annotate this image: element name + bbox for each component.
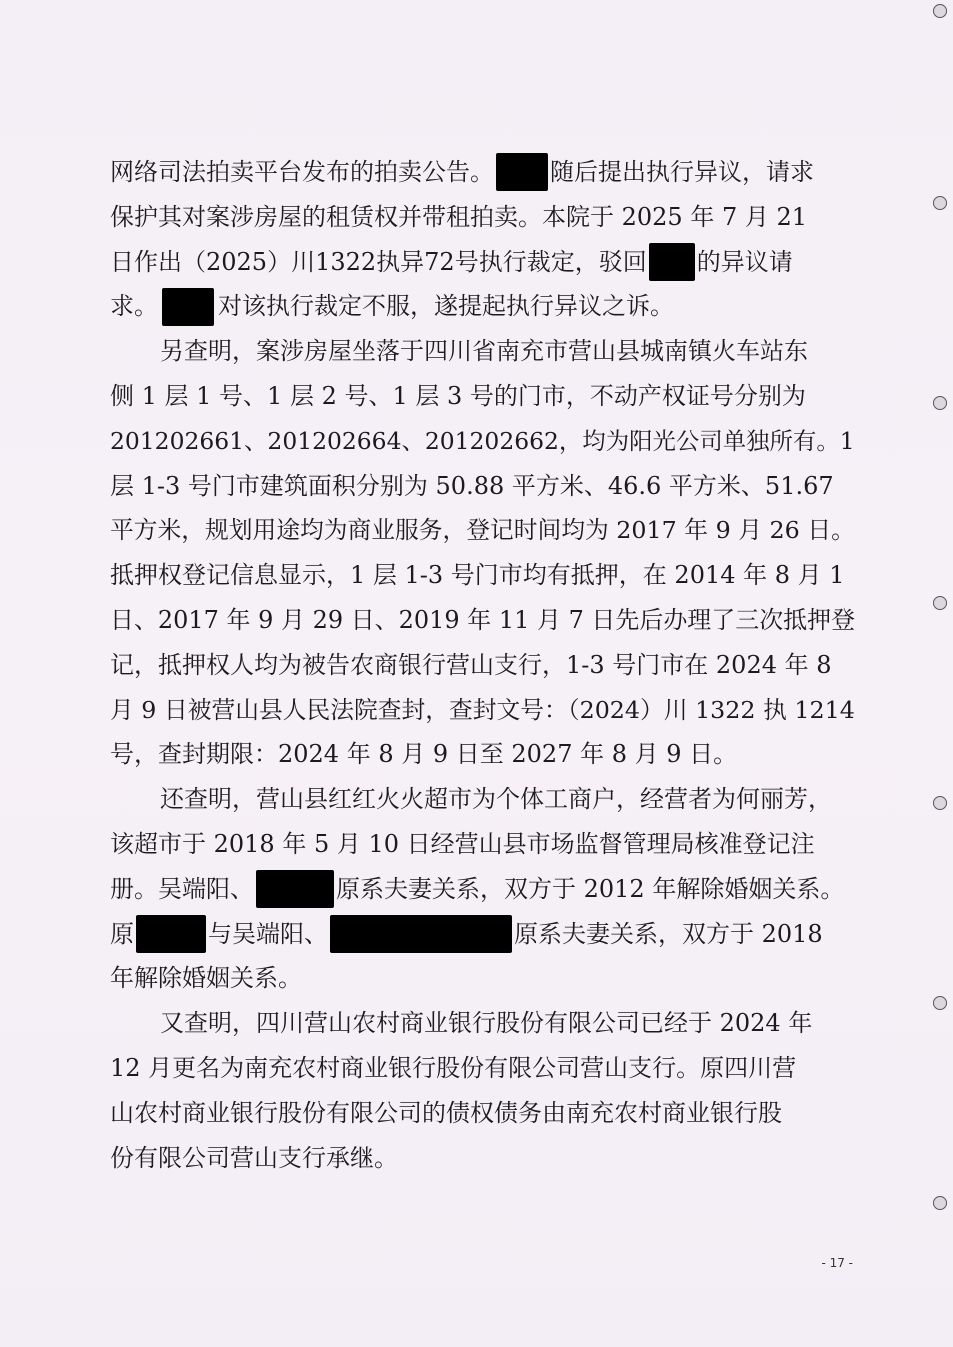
text-line — [110, 1091, 855, 1136]
text-line — [110, 912, 855, 957]
body-text — [110, 150, 855, 1180]
text-line — [110, 732, 855, 777]
text-line — [110, 822, 855, 867]
redaction-block — [649, 243, 695, 281]
binding-hole-icon — [933, 196, 947, 210]
text-segment: 又查明，四川营山农村商业银行股份有限公司已经于 2024 年 — [160, 1009, 813, 1038]
text-segment: 日作出（2025）川1322执异72号执行裁定，驳回 — [110, 247, 647, 276]
text-segment: 201202661、201202664、201202662，均为阳光公司单独所有。1 — [110, 426, 855, 455]
text-segment: 月 9 日被营山县人民法院查封，查封文号：（2024）川 1322 执 1214 — [110, 695, 855, 724]
text-line — [110, 240, 855, 285]
text-segment: 与吴端阳、 — [208, 919, 328, 948]
text-segment: 该超市于 2018 年 5 月 10 日经营山县市场监督管理局核准登记注 — [110, 829, 815, 858]
text-segment: 对该执行裁定不服，遂提起执行异议之诉。 — [218, 292, 674, 321]
text-segment: 侧 1 层 1 号、1 层 2 号、1 层 3 号的门市，不动产权证号分别为 — [110, 381, 806, 410]
text-segment: 随后提出执行异议，请求 — [550, 158, 814, 186]
text-line — [110, 1001, 855, 1046]
redaction-block — [136, 915, 206, 953]
text-line — [110, 598, 855, 643]
text-segment: 日、2017 年 9 月 29 日、2019 年 11 月 7 日先后办理了三次抵押登 — [110, 605, 856, 634]
binding-hole-icon — [933, 996, 947, 1010]
text-segment: 平方米，规划用途均为商业服务，登记时间均为 2017 年 9 月 26 日。 — [110, 516, 855, 545]
text-segment: 12 月更名为南充农村商业银行股份有限公司营山支行。原四川营 — [110, 1053, 797, 1082]
text-segment: 网络司法拍卖平台发布的拍卖公告。 — [110, 158, 494, 186]
binding-hole-icon — [933, 1196, 947, 1210]
binding-hole-icon — [933, 396, 947, 410]
redaction-block — [162, 288, 214, 326]
text-segment: 年解除婚姻关系。 — [110, 964, 302, 993]
text-segment: 求。 — [110, 292, 158, 321]
text-line — [110, 419, 855, 464]
binding-hole-icon — [933, 796, 947, 810]
text-line — [110, 956, 855, 1001]
text-line — [110, 553, 855, 598]
binding-hole-icon — [933, 596, 947, 610]
text-line — [110, 1136, 855, 1181]
text-segment: 份有限公司营山支行承继。 — [110, 1143, 398, 1172]
text-line — [110, 374, 855, 419]
text-line — [110, 777, 855, 822]
text-segment: 另查明，案涉房屋坐落于四川省南充市营山县城南镇火车站东 — [160, 337, 808, 366]
text-line — [110, 867, 855, 912]
text-segment: 原系夫妻关系，双方于 2012 年解除婚姻关系。 — [336, 874, 845, 903]
text-line — [110, 284, 855, 329]
redaction-block — [496, 153, 548, 191]
text-segment: 的异议请 — [696, 247, 793, 276]
text-line — [110, 195, 855, 240]
text-segment: 号，查封期限：2024 年 8 月 9 日至 2027 年 8 月 9 日。 — [110, 740, 738, 769]
text-segment: 记，抵押权人均为被告农商银行营山支行，1-3 号门市在 2024 年 8 — [110, 650, 832, 679]
text-line — [110, 1046, 855, 1091]
text-line — [110, 688, 855, 733]
binding-hole-icon — [933, 4, 947, 18]
text-segment: 保护其对案涉房屋的租赁权并带租拍卖。本院于 2025 年 7 月 21 — [110, 202, 808, 231]
text-segment: 册。吴端阳、 — [110, 874, 254, 903]
text-line — [110, 643, 855, 688]
text-line — [110, 329, 855, 374]
text-line — [110, 150, 855, 195]
redaction-block — [256, 870, 334, 908]
redaction-block — [330, 915, 512, 953]
page-number: - 17 - — [821, 1256, 853, 1270]
text-segment: 抵押权登记信息显示，1 层 1-3 号门市均有抵押，在 2014 年 8 月 1 — [110, 561, 845, 590]
text-segment: 原 — [110, 919, 134, 948]
text-segment: 原系夫妻关系，双方于 2018 — [514, 919, 823, 948]
text-segment: 层 1-3 号门市建筑面积分别为 50.88 平方米、46.6 平方米、51.67 — [110, 471, 834, 500]
text-line — [110, 464, 855, 509]
text-line — [110, 508, 855, 553]
text-segment: 山农村商业银行股份有限公司的债权债务由南充农村商业银行股 — [110, 1098, 782, 1127]
text-segment: 还查明，营山县红红火火超市为个体工商户，经营者为何丽芳， — [160, 785, 832, 814]
